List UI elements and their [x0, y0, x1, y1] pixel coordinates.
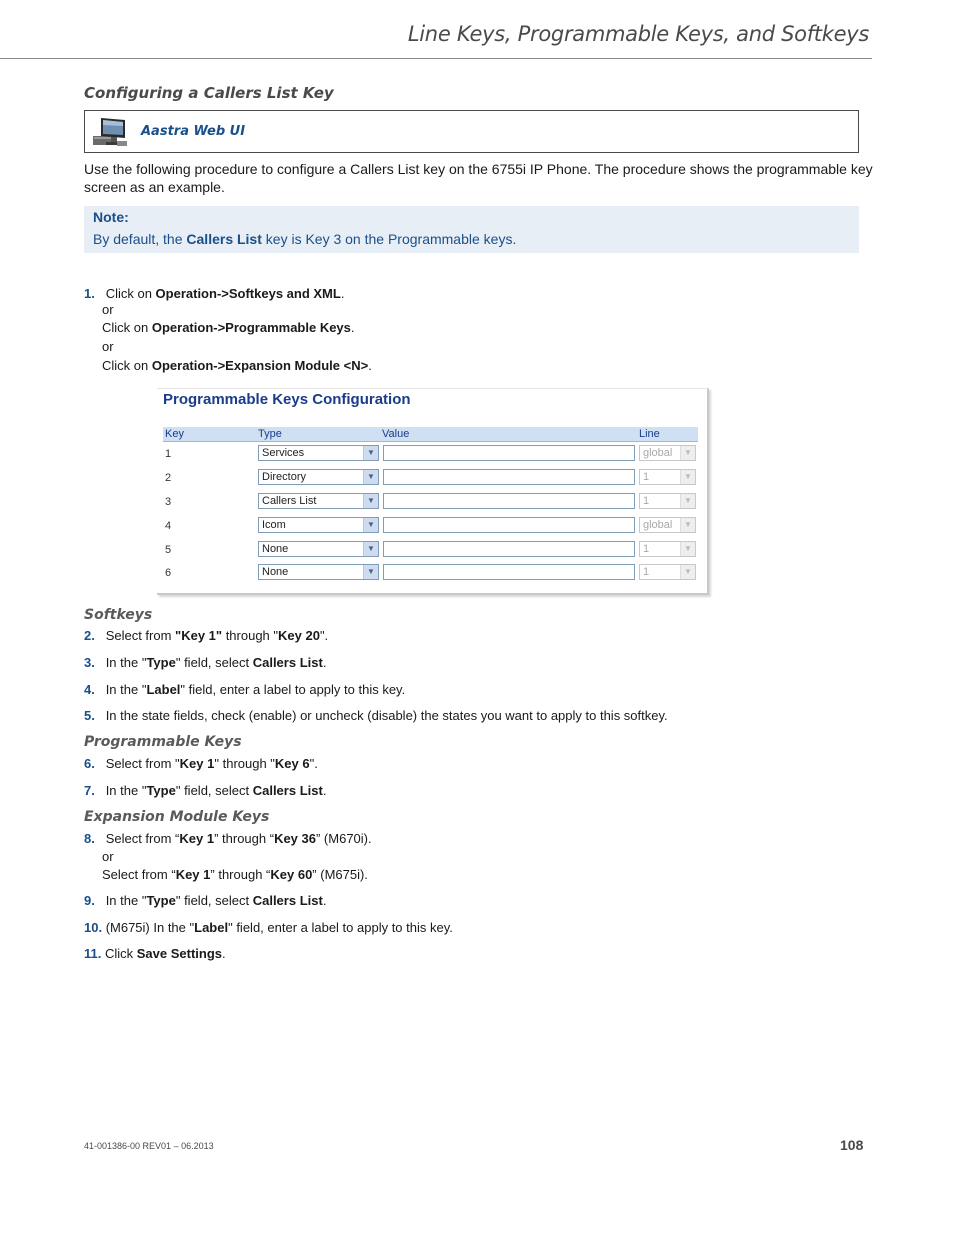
step-8-line-2: Select from “Key 1” through “Key 60” (M675i). — [102, 867, 368, 882]
column-line: Line — [639, 428, 660, 440]
row-1-line-select[interactable]: global ▼ — [639, 445, 696, 461]
row-5-type-select[interactable]: None ▼ — [258, 541, 379, 557]
row-1-type-select[interactable]: Services ▼ — [258, 445, 379, 461]
aastra-web-ui-label: Aastra Web UI — [141, 124, 246, 139]
note-text: By default, the Callers List key is Key 3 on the Programmable keys. — [93, 231, 517, 247]
chevron-down-icon: ▼ — [363, 565, 378, 579]
note-title: Note: — [93, 209, 129, 225]
chevron-down-icon: ▼ — [363, 518, 378, 532]
chevron-down-icon: ▼ — [363, 494, 378, 508]
note-box — [84, 206, 859, 253]
programmable-keys-screenshot — [157, 388, 709, 595]
row-6-value-input[interactable] — [383, 564, 635, 580]
document-id: 41-001386-00 REV01 – 06.2013 — [84, 1141, 214, 1151]
chapter-title: Line Keys, Programmable Keys, and Softkeys — [407, 22, 869, 46]
row-5-key: 5 — [165, 544, 172, 556]
row-2-line-select[interactable]: 1 ▼ — [639, 469, 696, 485]
step-8: 8. Select from “Key 1” through “Key 36” (M670i). — [84, 831, 372, 846]
step-8-or: or — [102, 849, 114, 864]
row-4-line-select[interactable]: global ▼ — [639, 517, 696, 533]
step-11: 11. Click Save Settings. — [84, 946, 226, 961]
step-6: 6. Select from "Key 1" through "Key 6". — [84, 756, 318, 771]
step-10: 10. (M675i) In the "Label" field, enter a label to apply to this key. — [84, 920, 453, 935]
row-6-key: 6 — [165, 567, 172, 579]
column-type: Type — [258, 428, 282, 440]
chevron-down-icon: ▼ — [363, 470, 378, 484]
row-3-key: 3 — [165, 496, 172, 508]
table-header — [163, 427, 698, 442]
step-3: 3. In the "Type" field, select Callers List. — [84, 655, 327, 670]
row-1-value-input[interactable] — [383, 445, 635, 461]
row-5-line-select[interactable]: 1 ▼ — [639, 541, 696, 557]
step-7: 7. In the "Type" field, select Callers List. — [84, 783, 327, 798]
row-3-line-select[interactable]: 1 ▼ — [639, 493, 696, 509]
screenshot-title: Programmable Keys Configuration — [163, 391, 411, 408]
step-1-line-2: Click on Operation->Programmable Keys. — [102, 320, 355, 335]
expansion-module-keys-heading: Expansion Module Keys — [84, 809, 270, 825]
row-2-key: 2 — [165, 472, 172, 484]
step-1-line-3: Click on Operation->Expansion Module <N>. — [102, 358, 372, 373]
aastra-web-ui-banner — [84, 110, 859, 153]
row-6-line-select[interactable]: 1 ▼ — [639, 564, 696, 580]
programmable-keys-heading: Programmable Keys — [84, 734, 242, 750]
page-number: 108 — [840, 1137, 864, 1153]
chevron-down-icon: ▼ — [363, 446, 378, 460]
step-5: 5. In the state fields, check (enable) or uncheck (disable) the states you want to apply to this softkey. — [84, 708, 668, 723]
computer-monitor-icon — [91, 116, 129, 148]
row-4-key: 4 — [165, 520, 172, 532]
chevron-down-icon: ▼ — [680, 565, 695, 579]
row-1-key: 1 — [165, 448, 172, 460]
chevron-down-icon: ▼ — [680, 494, 695, 508]
column-value: Value — [382, 428, 410, 440]
row-6-type-select[interactable]: None ▼ — [258, 564, 379, 580]
step-9: 9. In the "Type" field, select Callers List. — [84, 893, 327, 908]
step-1: 1. Click on Operation->Softkeys and XML. — [84, 286, 345, 301]
section-title: Configuring a Callers List Key — [84, 84, 334, 102]
row-3-type-select[interactable]: Callers List ▼ — [258, 493, 379, 509]
header-divider — [0, 58, 872, 59]
row-2-type-select[interactable]: Directory ▼ — [258, 469, 379, 485]
row-3-value-input[interactable] — [383, 493, 635, 509]
column-key: Key — [165, 428, 184, 440]
row-4-value-input[interactable] — [383, 517, 635, 533]
step-4: 4. In the "Label" field, enter a label to apply to this key. — [84, 682, 406, 697]
row-4-type-select[interactable]: Icom ▼ — [258, 517, 379, 533]
row-5-value-input[interactable] — [383, 541, 635, 557]
step-2: 2. Select from "Key 1" through "Key 20". — [84, 628, 329, 643]
chevron-down-icon: ▼ — [680, 518, 695, 532]
softkeys-heading: Softkeys — [84, 607, 153, 623]
chevron-down-icon: ▼ — [680, 470, 695, 484]
row-2-value-input[interactable] — [383, 469, 635, 485]
chevron-down-icon: ▼ — [363, 542, 378, 556]
step-1-or-1: or — [102, 302, 114, 317]
chevron-down-icon: ▼ — [680, 542, 695, 556]
intro-paragraph: Use the following procedure to configure a Callers List key on the 6755i IP Phone. The procedure shows the programmable key screen as an example. — [84, 161, 873, 195]
chevron-down-icon: ▼ — [680, 446, 695, 460]
step-1-or-2: or — [102, 339, 114, 354]
